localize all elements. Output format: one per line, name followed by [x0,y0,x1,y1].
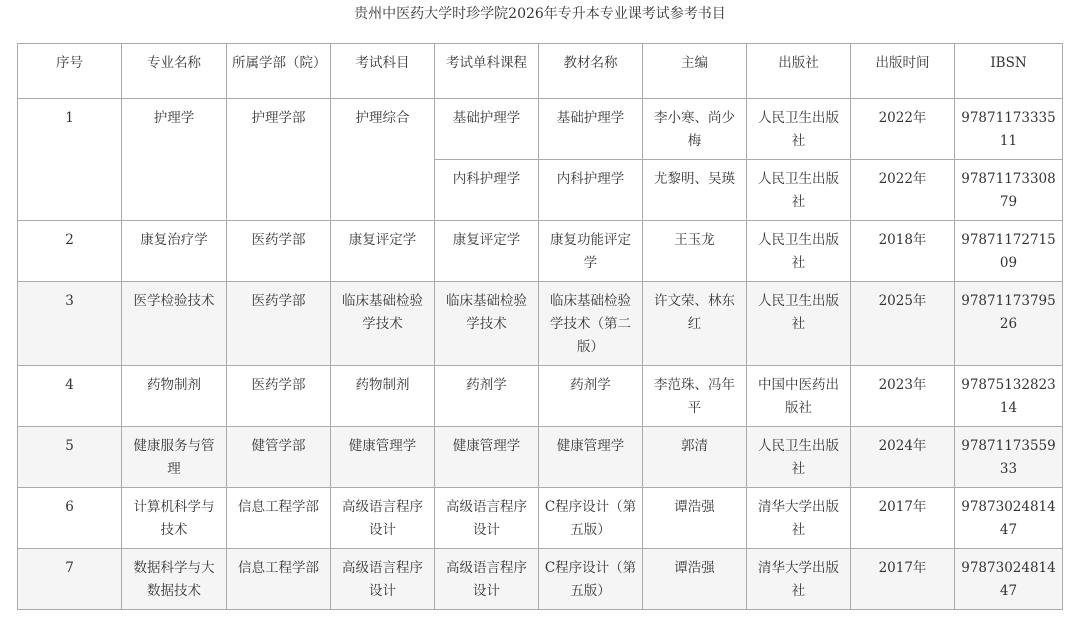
cell-year: 2022年 [851,99,955,160]
cell-major: 药物制剂 [122,366,227,427]
cell-editor: 谭浩强 [643,549,747,610]
cell-isbn: 9787117271509 [955,221,1063,282]
cell-no: 7 [18,549,122,610]
cell-editor: 王玉龙 [643,221,747,282]
cell-isbn: 9787513282314 [955,366,1063,427]
header-cell: 教材名称 [539,44,643,99]
cell-editor: 郭清 [643,427,747,488]
cell-publisher: 人民卫生出版社 [747,221,851,282]
cell-course: 药剂学 [435,366,539,427]
cell-editor: 李范珠、冯年平 [643,366,747,427]
cell-subject: 护理综合 [331,99,435,221]
cell-editor: 李小寒、尚少梅 [643,99,747,160]
cell-isbn: 9787117379526 [955,282,1063,366]
table-row [18,427,1063,488]
header-cell: IBSN [955,44,1063,99]
cell-book: 基础护理学 [539,99,643,160]
cell-year: 2017年 [851,549,955,610]
cell-publisher: 清华大学出版社 [747,549,851,610]
cell-publisher: 清华大学出版社 [747,488,851,549]
cell-dept: 医药学部 [227,366,331,427]
table-row [18,366,1063,427]
cell-no: 6 [18,488,122,549]
cell-no: 1 [18,99,122,221]
cell-course: 康复评定学 [435,221,539,282]
cell-course: 内科护理学 [435,160,539,221]
header-cell: 考试科目 [331,44,435,99]
cell-subject: 康复评定学 [331,221,435,282]
header-cell: 主编 [643,44,747,99]
cell-major: 数据科学与大数据技术 [122,549,227,610]
header-cell: 所属学部（院） [227,44,331,99]
cell-book: C程序设计（第五版） [539,488,643,549]
cell-dept: 医药学部 [227,221,331,282]
cell-major: 医学检验技术 [122,282,227,366]
cell-isbn: 9787117355933 [955,427,1063,488]
cell-no: 4 [18,366,122,427]
cell-subject: 健康管理学 [331,427,435,488]
cell-book: 内科护理学 [539,160,643,221]
header-cell: 出版时间 [851,44,955,99]
cell-year: 2024年 [851,427,955,488]
cell-dept: 信息工程学部 [227,549,331,610]
cell-subject: 药物制剂 [331,366,435,427]
cell-book: C程序设计（第五版） [539,549,643,610]
cell-isbn: 9787117330879 [955,160,1063,221]
cell-course: 高级语言程序设计 [435,549,539,610]
cell-subject: 高级语言程序设计 [331,488,435,549]
cell-book: 临床基础检验学技术（第二版） [539,282,643,366]
cell-no: 5 [18,427,122,488]
cell-isbn: 9787117333511 [955,99,1063,160]
cell-isbn: 9787302481447 [955,488,1063,549]
cell-year: 2018年 [851,221,955,282]
cell-dept: 医药学部 [227,282,331,366]
cell-subject: 临床基础检验学技术 [331,282,435,366]
cell-isbn: 9787302481447 [955,549,1063,610]
cell-subject: 高级语言程序设计 [331,549,435,610]
table-row [18,549,1063,610]
cell-publisher: 人民卫生出版社 [747,99,851,160]
cell-year: 2017年 [851,488,955,549]
cell-editor: 谭浩强 [643,488,747,549]
cell-course: 健康管理学 [435,427,539,488]
header-cell: 序号 [18,44,122,99]
cell-major: 护理学 [122,99,227,221]
cell-year: 2022年 [851,160,955,221]
table-header-row [18,44,1063,99]
cell-course: 高级语言程序设计 [435,488,539,549]
cell-year: 2025年 [851,282,955,366]
cell-publisher: 人民卫生出版社 [747,427,851,488]
cell-publisher: 人民卫生出版社 [747,160,851,221]
header-cell: 考试单科课程 [435,44,539,99]
cell-no: 3 [18,282,122,366]
cell-book: 药剂学 [539,366,643,427]
cell-publisher: 人民卫生出版社 [747,282,851,366]
header-cell: 专业名称 [122,44,227,99]
table-row [18,488,1063,549]
cell-book: 健康管理学 [539,427,643,488]
cell-dept: 信息工程学部 [227,488,331,549]
table-row [18,221,1063,282]
table-row [18,282,1063,366]
page-title: 贵州中医药大学时珍学院2026年专升本专业课考试参考书目 [354,6,726,22]
cell-dept: 护理学部 [227,99,331,221]
cell-publisher: 中国中医药出版社 [747,366,851,427]
cell-major: 健康服务与管理 [122,427,227,488]
header-cell: 出版社 [747,44,851,99]
cell-editor: 尤黎明、吴瑛 [643,160,747,221]
cell-course: 临床基础检验学技术 [435,282,539,366]
cell-major: 康复治疗学 [122,221,227,282]
cell-major: 计算机科学与技术 [122,488,227,549]
cell-no: 2 [18,221,122,282]
cell-year: 2023年 [851,366,955,427]
cell-dept: 健管学部 [227,427,331,488]
reference-book-table [17,43,1063,610]
cell-course: 基础护理学 [435,99,539,160]
cell-book: 康复功能评定学 [539,221,643,282]
table-row [18,99,1063,160]
cell-editor: 许文荣、林东红 [643,282,747,366]
